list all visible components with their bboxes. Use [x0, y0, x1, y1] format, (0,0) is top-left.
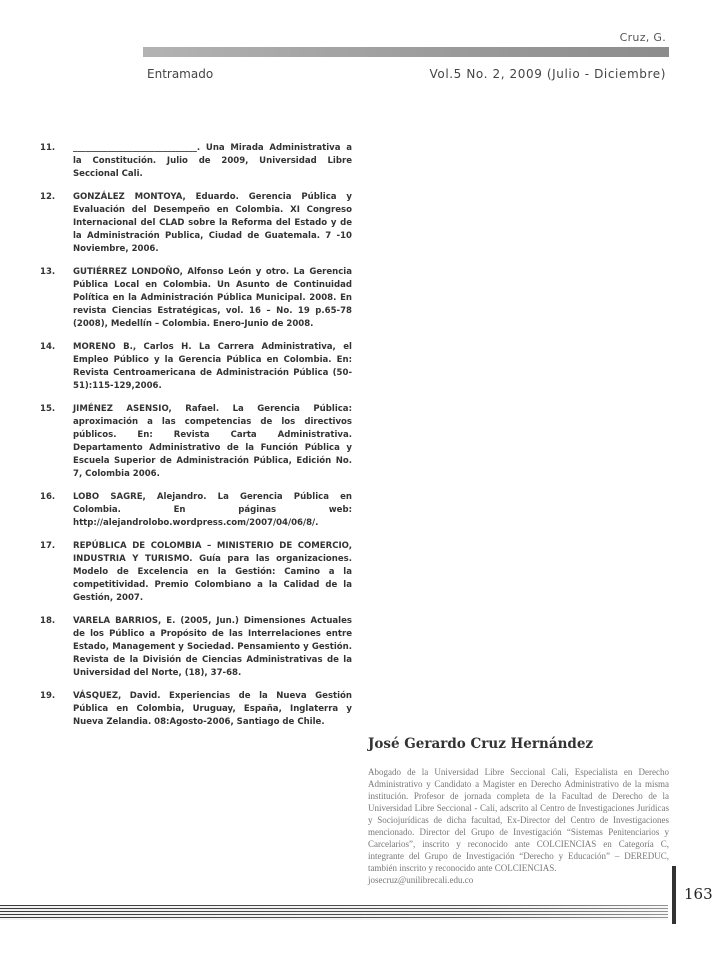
- reference-number: 18.: [40, 616, 56, 626]
- reference-number: 19.: [40, 691, 56, 701]
- running-header-author: Cruz, G.: [619, 31, 666, 44]
- reference-item: [40, 690, 352, 729]
- reference-number: 13.: [40, 267, 56, 277]
- reference-text: MORENO B., Carlos H. La Carrera Administrativa, el Empleo Público y la Gerencia Pública en Colombia. En: Revista Centroamericana de Administración Pública (50-51):115-129,2006.: [73, 342, 352, 391]
- reference-number: 12.: [40, 192, 56, 202]
- author-email: josecruz@unilibrecali.edu.co: [368, 875, 474, 885]
- reference-item: [40, 540, 352, 605]
- reference-item: [40, 341, 352, 393]
- reference-number: 11.: [40, 143, 56, 153]
- header-bar: [143, 47, 669, 57]
- reference-number: 16.: [40, 492, 56, 502]
- reference-item: [40, 142, 352, 181]
- page-number-rule: [672, 866, 676, 924]
- journal-name: Entramado: [147, 67, 214, 81]
- reference-text: JIMÉNEZ ASENSIO, Rafael. La Gerencia Pública: aproximación a las competencias de los directivos públicos. En: Revista Carta Administrativa. Departamento Administrativo de la Función Pública y Escuela Superior de Administración Pública, Edición No. 7, Colombia 2006.: [73, 404, 352, 479]
- footer-striped-band: [0, 905, 668, 920]
- author-bio-text: Abogado de la Universidad Libre Seccional Cali, Especialista en Derecho Administrativo y Candidato a Magister en Derecho Administrativo de la misma institución. Profesor de jornada completa de la Facultad de Derecho de la Universidad Libre Seccional - Cali, adscrito al Centro de Investigaciones Jurídicas y Sociojurídicas de dicha facultad, Ex-Director del Centro de Investigaciones mencionado. Director del Grupo de Investigación “Sistemas Penitenciarios y Carcelarios”, inscrito y reconocido ante COLCIENCIAS en Categoría C, integrante del Grupo de Investigación “Derecho y Educación” – DEREDUC, también inscrito y reconocido ante COLCIENCIAS.: [368, 767, 669, 873]
- reference-number: 15.: [40, 404, 56, 414]
- reference-number: 17.: [40, 541, 56, 551]
- issue-info: Vol.5 No. 2, 2009 (Julio - Diciembre): [429, 67, 666, 81]
- reference-list: [40, 142, 352, 739]
- reference-item: [40, 491, 352, 530]
- reference-text: VARELA BARRIOS, E. (2005, Jun.) Dimensiones Actuales de los Público a Propósito de las Interrelaciones entre Estado, Management y Sociedad. Pensamiento y Gestión. Revista de la División de Ciencias Administrativas de la Universidad del Norte, (18), 37-68.: [73, 616, 352, 678]
- reference-text: _____________________________. Una Mirada Administrativa a la Constitución. Julio de 2009, Universidad Libre Seccional Cali.: [73, 143, 352, 179]
- reference-number: 14.: [40, 342, 56, 352]
- reference-item: [40, 615, 352, 680]
- reference-text: REPÚBLICA DE COLOMBIA – MINISTERIO DE COMERCIO, INDUSTRIA Y TURISMO. Guía para las organizaciones. Modelo de Excelencia en la Gestión: Camino a la competitividad. Premio Colombiano a la Calidad de la Gestión, 2007.: [73, 541, 352, 603]
- reference-text: VÁSQUEZ, David. Experiencias de la Nueva Gestión Pública en Colombia, Uruguay, España, Inglaterra y Nueva Zelandia. 08:Agosto-2006, Santiago de Chile.: [73, 691, 352, 727]
- author-bio-name: José Gerardo Cruz Hernández: [368, 736, 594, 752]
- reference-item: [40, 191, 352, 256]
- reference-text: LOBO SAGRE, Alejandro. La Gerencia Pública en Colombia. En páginas web: http://alejandrolobo.wordpress.com/2007/04/06/8/.: [73, 492, 352, 528]
- reference-text: GUTIÉRREZ LONDOÑO, Alfonso León y otro. La Gerencia Pública Local en Colombia. Un Asunto de Continuidad Política en la Administración Pública Municipal. 2008. En revista Ciencias Estratégicas, vol. 16 – No. 19 p.65-78 (2008), Medellín – Colombia. Enero-Junio de 2008.: [73, 267, 352, 329]
- page-number: 163: [684, 885, 713, 903]
- reference-item: [40, 266, 352, 331]
- reference-item: [40, 403, 352, 481]
- reference-text: GONZÁLEZ MONTOYA, Eduardo. Gerencia Pública y Evaluación del Desempeño en Colombia. XI Congreso Internacional del CLAD sobre la Reforma del Estado y de la Administración Publica, Ciudad de Guatemala. 7 -10 Noviembre, 2006.: [73, 192, 352, 254]
